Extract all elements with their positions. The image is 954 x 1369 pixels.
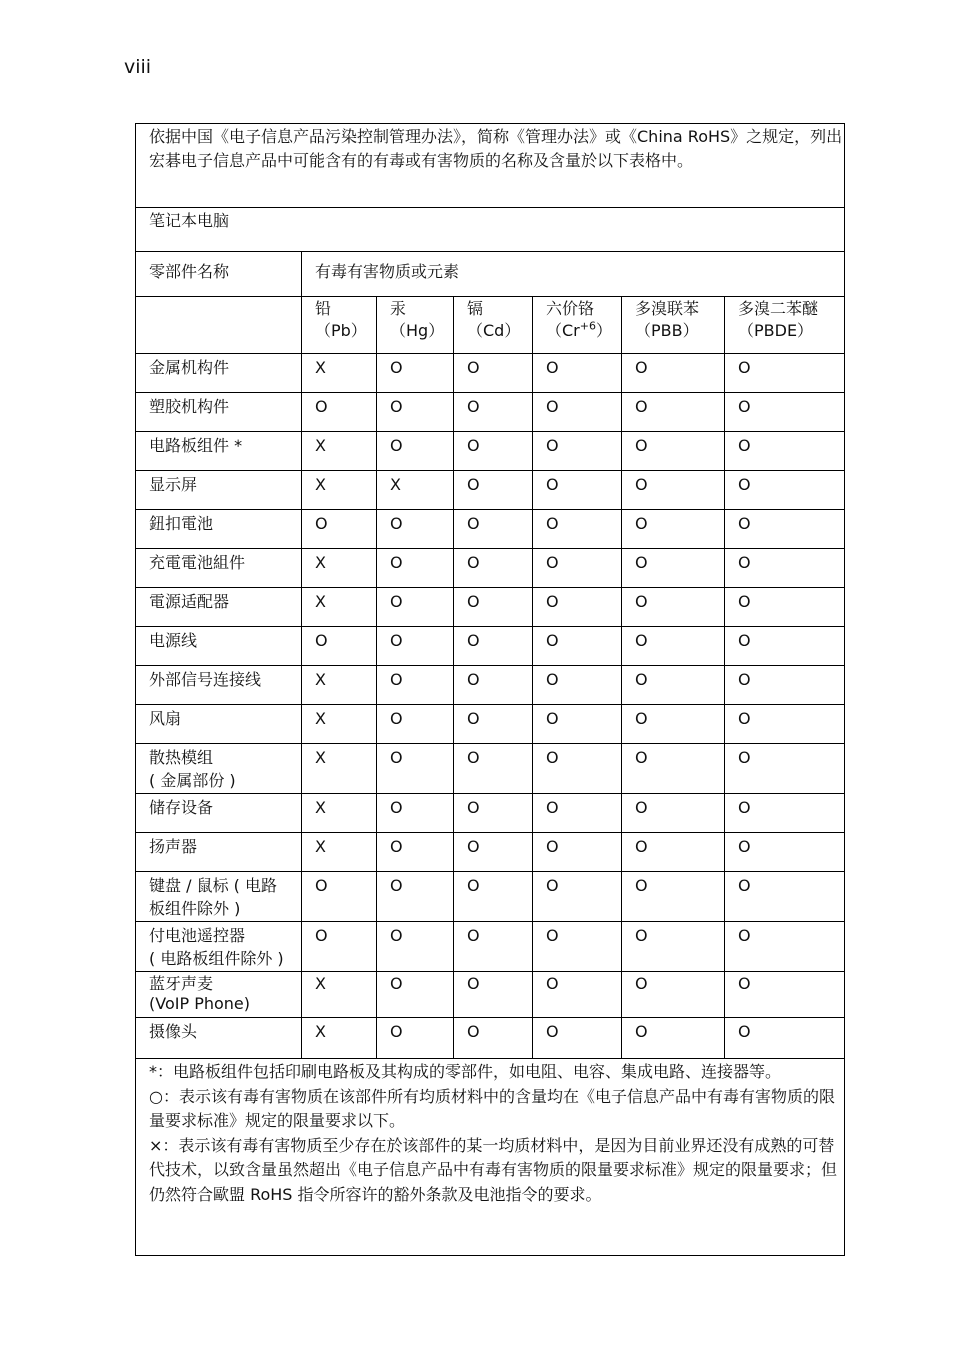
table-row [136,705,845,744]
substance-value: O [377,922,454,972]
substance-value: O [725,872,845,922]
substance-value: O [725,627,845,666]
substance-value: O [454,744,533,794]
substance-value: O [622,549,725,588]
substance-value: O [533,549,622,588]
substance-value: O [533,432,622,471]
substance-value: O [622,510,725,549]
substance-value: O [725,705,845,744]
intro-text: 依据中国《电子信息产品污染控制管理办法》，简称《管理办法》或《China RoHS》之规定，列出宏碁电子信息产品中可能含有的有毒或有害物质的名称及含量於以下表格中。 [136,124,845,208]
substance-value: O [725,833,845,872]
note-circle: ○：表示该有毒有害物质在该部件所有均质材料中的含量均在《电子信息产品中有毒有害物质的限量要求标准》规定的限量要求以下。 [149,1086,835,1130]
component-name: 显示屏 [136,471,302,510]
substance-value: O [725,922,845,972]
component-name: 键盘 / 鼠标 ( 电路 板组件除外 ) [136,872,302,922]
substance-value: X [302,471,377,510]
page-number: viii [124,56,152,78]
substance-value: O [377,510,454,549]
substance-value: O [622,794,725,833]
substance-value: O [454,432,533,471]
notes [136,1059,845,1256]
component-name: 塑胶机构件 [136,393,302,432]
substance-value: O [533,393,622,432]
rohs-table [135,123,845,1256]
substance-value: O [377,588,454,627]
substance-value: O [302,510,377,549]
substance-value: X [302,432,377,471]
substance-pbde: 多溴二苯醚 （PBDE） [725,297,845,354]
substance-value: O [622,393,725,432]
substance-pb: 铅 （Pb） [302,297,377,354]
substance-value: X [377,471,454,510]
substance-value: O [377,705,454,744]
substance-value: O [533,744,622,794]
substance-value: O [302,627,377,666]
substance-value: O [725,393,845,432]
table-row [136,471,845,510]
substance-hg: 汞 （Hg） [377,297,454,354]
component-header: 零部件名称 [136,252,302,297]
substance-value: O [454,471,533,510]
substance-value: X [302,972,377,1018]
substance-value: O [622,354,725,393]
table-row [136,432,845,471]
table-row [136,627,845,666]
substance-value: O [622,666,725,705]
substance-value: O [725,1018,845,1059]
substance-value: O [533,471,622,510]
component-name: 摄像头 [136,1018,302,1059]
substance-value: O [725,471,845,510]
table-row [136,833,845,872]
substance-value: O [377,972,454,1018]
substance-value: O [302,393,377,432]
substance-value: O [725,549,845,588]
table-row [136,872,845,922]
component-name: 散热模组 ( 金属部份 ) [136,744,302,794]
component-name: 外部信号连接线 [136,666,302,705]
table-row [136,393,845,432]
substance-value: O [454,627,533,666]
substance-header: 有毒有害物质或元素 [302,252,845,297]
table-row [136,794,845,833]
table-row [136,666,845,705]
substance-value: O [377,666,454,705]
substance-value: O [725,744,845,794]
substance-value: O [622,471,725,510]
substance-value: O [377,833,454,872]
component-name: 付电池遥控器 ( 电路板组件除外 ) [136,922,302,972]
substance-value: O [454,588,533,627]
substance-value: O [622,922,725,972]
substance-value: O [622,872,725,922]
component-name: 电源线 [136,627,302,666]
substance-value: O [454,833,533,872]
substance-value: O [533,872,622,922]
substance-value: O [377,549,454,588]
substance-value: O [377,432,454,471]
substance-value: O [454,872,533,922]
table-row [136,588,845,627]
substance-value: O [725,510,845,549]
substance-value: O [725,588,845,627]
substance-value: X [302,1018,377,1059]
substance-value: X [302,588,377,627]
substance-value: O [533,1018,622,1059]
substance-value: X [302,794,377,833]
substance-value: X [302,666,377,705]
substance-value: O [454,972,533,1018]
substance-value: O [454,549,533,588]
substance-cd: 镉 （Cd） [454,297,533,354]
substance-value: O [533,666,622,705]
substance-value: O [622,972,725,1018]
table-row [136,354,845,393]
substance-value: O [622,1018,725,1059]
substance-value: O [377,744,454,794]
substance-header-row [136,297,845,354]
component-name: 扬声器 [136,833,302,872]
category-label: 笔记本电脑 [136,208,845,252]
substance-value: O [377,872,454,922]
substance-value: O [622,705,725,744]
component-name: 金属机构件 [136,354,302,393]
substance-value: O [454,354,533,393]
substance-value: O [454,705,533,744]
substance-value: O [454,1018,533,1059]
substance-value: O [454,794,533,833]
substance-value: O [622,833,725,872]
substance-value: O [622,627,725,666]
substance-value: O [622,744,725,794]
component-name: 鈕扣電池 [136,510,302,549]
substance-value: O [454,922,533,972]
substance-value: O [533,794,622,833]
substance-pbb: 多溴联苯 （PBB） [622,297,725,354]
component-name: 充電電池組件 [136,549,302,588]
substance-value: O [725,666,845,705]
table-row [136,972,845,1018]
substance-value: O [533,354,622,393]
substance-value: O [377,627,454,666]
substance-value: O [302,922,377,972]
substance-value: X [302,833,377,872]
substance-value: O [725,972,845,1018]
component-name: 电路板组件 * [136,432,302,471]
table-row [136,922,845,972]
empty-header-cell [136,297,302,354]
substance-value: X [302,354,377,393]
substance-value: O [622,432,725,471]
component-name: 储存设备 [136,794,302,833]
table-row [136,744,845,794]
substance-value: O [454,510,533,549]
substance-value: O [533,705,622,744]
substance-value: O [533,588,622,627]
substance-value: O [533,627,622,666]
substance-value: O [377,1018,454,1059]
substance-value: O [622,588,725,627]
component-name: 電源适配器 [136,588,302,627]
note-asterisk: *：电路板组件包括印刷电路板及其构成的零部件，如电阻、电容、集成电路、连接器等。 [149,1062,782,1081]
substance-value: O [725,354,845,393]
component-name: 风扇 [136,705,302,744]
table-row [136,1018,845,1059]
substance-value: O [725,794,845,833]
substance-cr6: 六价铬 $(Cr^{+6})$ [533,297,622,354]
substance-value: X [302,744,377,794]
table-row [136,510,845,549]
substance-value: O [454,666,533,705]
substance-value: X [302,705,377,744]
substance-value: O [533,510,622,549]
substance-value: O [377,794,454,833]
substance-value: O [533,972,622,1018]
component-name: 蓝牙声麦 (VoIP Phone) [136,972,302,1018]
substance-value: X [302,549,377,588]
substance-value: O [533,922,622,972]
substance-value: O [533,833,622,872]
table-row [136,549,845,588]
note-cross: ×：表示该有毒有害物质至少存在於该部件的某一均质材料中，是因为目前业界还没有成熟的可替代技术，以致含量虽然超出《电子信息产品中有毒有害物质的限量要求标准》规定的限量要求；但仍然符合歐盟 RoHS 指令所容许的豁外条款及电池指令的要求。 [149,1135,838,1204]
substance-value: O [302,872,377,922]
substance-value: O [454,393,533,432]
substance-value: O [377,354,454,393]
substance-value: O [377,393,454,432]
substance-value: O [725,432,845,471]
